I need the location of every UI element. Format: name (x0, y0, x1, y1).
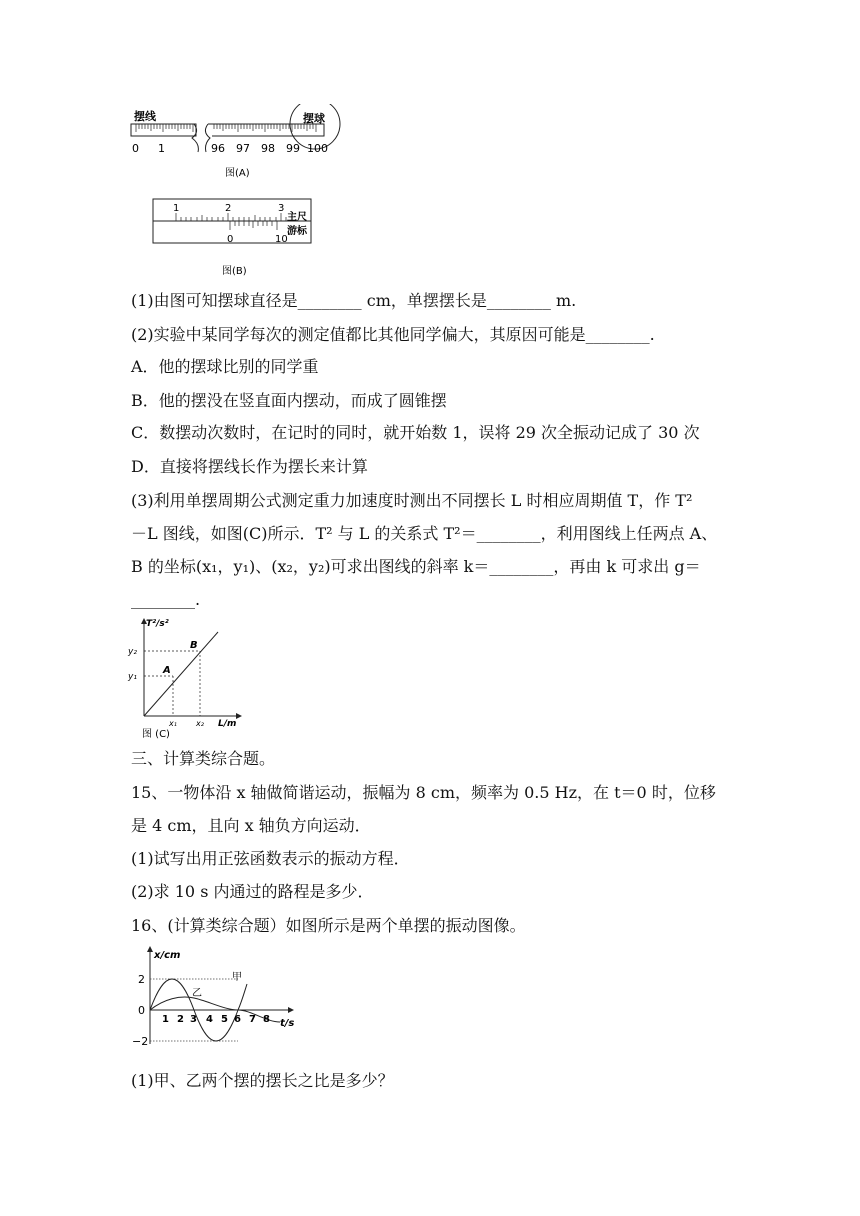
vernier-scale-label: 游标 (287, 226, 307, 237)
figure-c-point-a: A (163, 665, 171, 676)
figure-d (130, 944, 300, 1054)
main-scale-num-1: 1 (173, 203, 180, 214)
figure-c-line (144, 632, 218, 716)
figure-d-ytick-neg2: −2 (132, 1035, 149, 1048)
scale-right-99: 99 (286, 142, 300, 155)
q16-line1: 16、(计算类综合题）如图所示是两个单摆的振动图像。 (131, 916, 526, 935)
scale-right-96: 96 (211, 142, 225, 155)
figure-d-xtick-8: 8 (263, 1014, 270, 1025)
figure-c-xlabel: L/m (218, 719, 237, 729)
q14-part3-line4: ________. (131, 590, 201, 609)
figure-d-xtick-3: 3 (190, 1014, 197, 1025)
q15-sub2: (2)求 10 s 内通过的路程是多少． (131, 882, 374, 901)
figure-d-ytick-2: 2 (138, 973, 145, 986)
figure-c (126, 616, 246, 740)
figure-c-y1-tick: y₁ (128, 672, 137, 682)
figure-c-x2-tick: x₂ (196, 719, 204, 728)
figure-d-xtick-2: 2 (177, 1014, 184, 1025)
figure-d-label-yi: 乙 (192, 988, 202, 999)
figure-d-xtick-1: 1 (162, 1014, 169, 1025)
q14-option-b: B．他的摆没在竖直面内摆动，而成了圆锥摆 (131, 391, 447, 410)
q14-part3-line2: －L 图线，如图(C)所示．T² 与 L 的关系式 T²＝________，利用图线上任两点 A、 (131, 524, 718, 543)
figure-c-x1-tick: x₁ (169, 719, 177, 728)
main-scale-num-2: 2 (225, 203, 232, 214)
figure-a (128, 104, 348, 184)
scale-left-1: 1 (158, 142, 165, 155)
figure-d-xtick-6: 6 (234, 1014, 241, 1025)
q14-part2: (2)实验中某同学每次的测定值都比其他同学偏大，其原因可能是________. (131, 325, 655, 344)
scale-right-97: 97 (236, 142, 250, 155)
figure-d-xtick-5: 5 (221, 1014, 228, 1025)
figure-c-point-b: B (190, 640, 198, 651)
figure-d-label-jia: 甲 (232, 972, 242, 983)
main-scale-label: 主尺 (287, 212, 307, 223)
figure-a-caption: 图(A) (225, 168, 250, 179)
figure-d-ylabel: x/cm (154, 950, 181, 961)
figure-d-xlabel: t/s (280, 1018, 295, 1029)
figure-d-xtick-7: 7 (249, 1014, 256, 1025)
q14-option-a: A．他的摆球比别的同学重 (131, 357, 319, 376)
pendulum-ball-label: 摆球 (303, 112, 325, 125)
scale-left-0: 0 (132, 142, 139, 155)
q15-line1: 15、一物体沿 x 轴做简谐运动，振幅为 8 cm，频率为 0.5 Hz，在 t＝0 时，位移 (131, 783, 716, 802)
vernier-num-10: 10 (275, 234, 288, 245)
figure-d-ytick-0: 0 (138, 1004, 145, 1017)
scale-right-100: 100 (307, 142, 328, 155)
section-3-heading: 三、计算类综合题。 (131, 749, 276, 768)
q16-sub1: (1)甲、乙两个摆的摆长之比是多少？ (131, 1071, 394, 1090)
q14-part3-line1: (3)利用单摆周期公式测定重力加速度时测出不同摆长 L 时相应周期值 T，作 T² (131, 491, 693, 510)
pendulum-line-label: 摆线 (134, 110, 156, 123)
figure-c-y2-tick: y₂ (128, 647, 137, 657)
q15-line2: 是 4 cm，且向 x 轴负方向运动． (131, 816, 371, 835)
q14-part1: (1)由图可知摆球直径是________ cm，单摆摆长是________ m. (131, 291, 577, 310)
figure-b (148, 196, 318, 280)
figure-b-caption: 图(B) (222, 266, 247, 277)
vernier-num-0: 0 (227, 234, 234, 245)
main-scale-num-3: 3 (278, 203, 285, 214)
q15-sub1: (1)试写出用正弦函数表示的振动方程． (131, 849, 410, 868)
q14-option-c: C．数摆动次数时，在记时的同时，就开始数 1，误将 29 次全振动记成了 30 次 (131, 423, 700, 442)
figure-c-ylabel: T²/s² (146, 619, 169, 629)
scale-right-98: 98 (261, 142, 275, 155)
q14-part3-line3: B 的坐标(x₁，y₁)、(x₂，y₂)可求出图线的斜率 k＝________，再由 k 可求出 g＝ (131, 557, 701, 576)
figure-d-xtick-4: 4 (206, 1014, 213, 1025)
q14-option-d: D．直接将摆线长作为摆长来计算 (131, 457, 368, 476)
figure-c-caption: 图 (C) (142, 729, 170, 740)
